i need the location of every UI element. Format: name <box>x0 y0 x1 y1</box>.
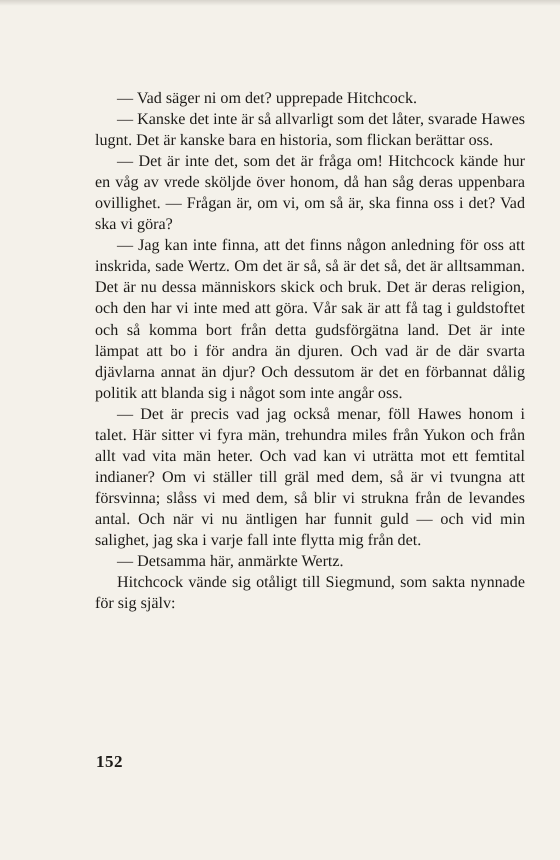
paragraph: — Detsamma här, anmärkte Wertz. <box>117 553 344 571</box>
page-number: 152 <box>96 752 123 771</box>
paragraph: — Det är precis vad jag också menar, föll Hawes honom i talet. Här sitter vi fyra män, trehundra miles från Yukon och från allt vad vita män heter. Och vad kan vi uträtta mot ett femtital indianer? Om vi ställer till gräl med dem, så är vi tvungna att försvinna; slåss vi med dem, så blir vi strukna från de levandes antal. Och när vi nu äntligen har funnit guld — och vid min salighet, jag ska i varje fall inte flytta mig från det. <box>95 405 525 549</box>
paragraph: — Kanske det inte är så allvarligt som det låter, svarade Hawes lugnt. Det är kanske bara en historia, som flickan berättar oss. <box>95 111 525 150</box>
paragraph: — Jag kan inte finna, att det finns någon anledning för oss att inskrida, sade Wertz. Om det är så, så är det så, det är alltsamman. Det är nu dessa människors skick och bruk. Det är deras religion, och den har vi inte med att göra. Vår sak är att få tag i guldstoftet och så komma bort från detta gudsförgätna land. Det är inte lämpat att bo i för andra än djuren. Och vad är de där svarta djävlarna annat än djur? Och dessutom är det en förbannat dålig politik att blanda sig i något som inte angår oss. <box>95 237 525 402</box>
paragraph: — Vad säger ni om det? upprepade Hitchcock. <box>117 90 418 107</box>
scan-top-edge <box>0 0 560 6</box>
paragraph: Hitchcock vände sig otåligt till Siegmund, som sakta nynnade för sig själv: <box>95 574 525 613</box>
paragraph: — Det är inte det, som det är fråga om! Hitchcock kände hur en våg av vrede sköljde över honom, då han såg deras uppenbara ovillighet. — Frågan är, om vi, om så är, ska finna oss i det? Vad ska vi göra? <box>95 153 525 234</box>
body-text <box>95 88 525 614</box>
